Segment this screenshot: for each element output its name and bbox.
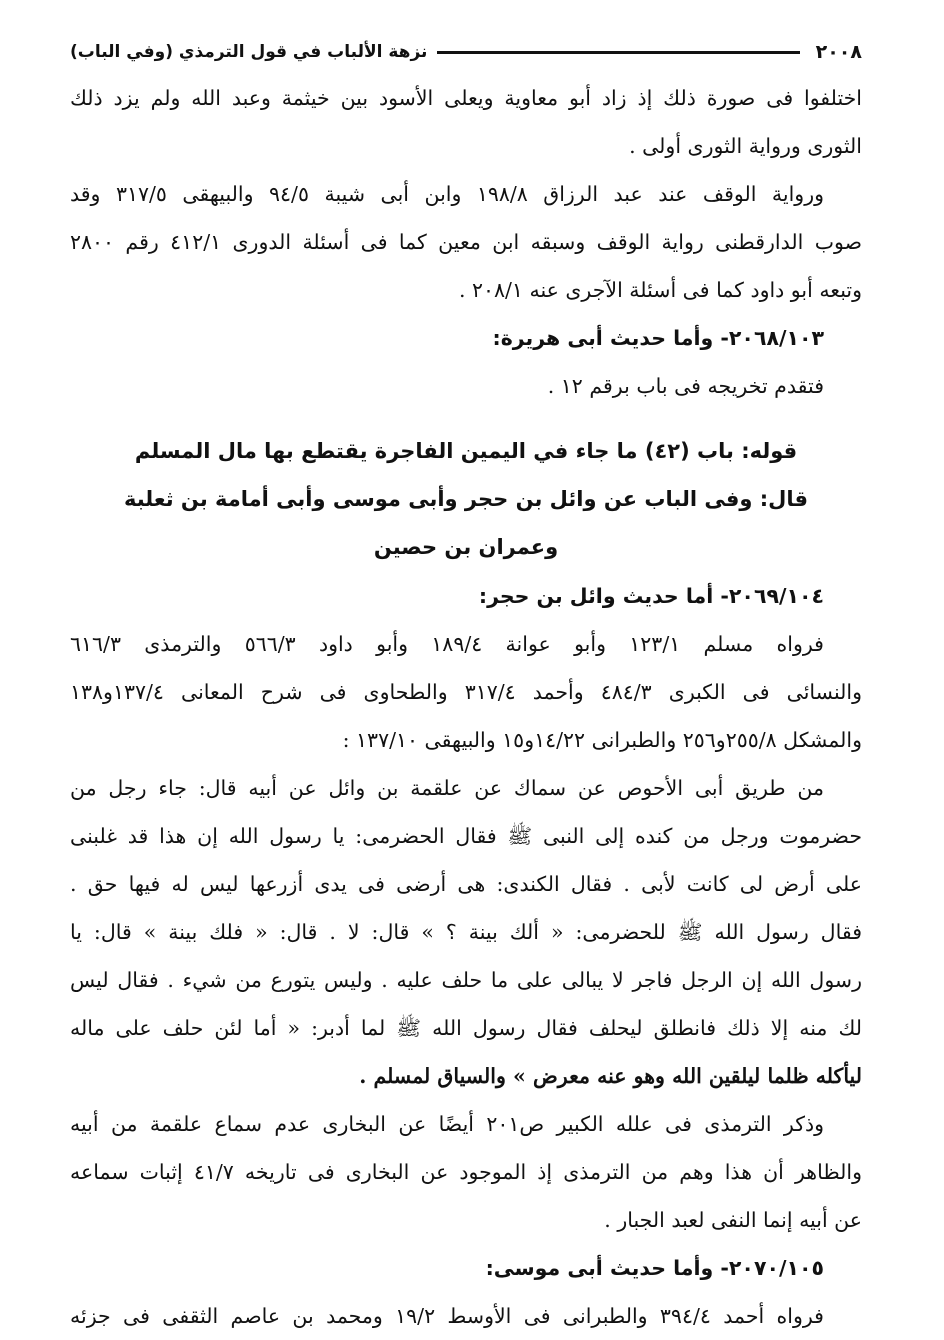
text-line: [70, 122, 862, 170]
line-text: ليأكله ظلما ليلقين الله وهو عنه معرض » والسياق لمسلم .: [359, 1063, 862, 1088]
line-text: من طريق أبى الأحوص عن سماك عن علقمة بن وائل عن أبيه قال: جاء رجل من: [70, 775, 824, 800]
text-line: [70, 620, 862, 668]
spacer: [70, 410, 862, 428]
text-line: [70, 812, 862, 860]
line-text: لك منه إلا ذلك فانطلق ليحلف فقال رسول الله ﷺ لما أدبر: « أما لئن حلف على ماله: [70, 1015, 862, 1040]
text-line: [70, 1100, 862, 1148]
line-text: ورواية الوقف عند عبد الرزاق ١٩٨/٨ وابن أبى شيبة ٩٤/٥ والبيهقى ٣١٧/٥ وقد: [70, 181, 825, 206]
line-text: والمشكل ٢٥٥/٨و٢٥٦ والطبرانى ١٤/٢٢و١٥ والبيهقى ١٣٧/١٠ :: [342, 727, 862, 752]
text-line: [70, 170, 862, 218]
running-title: نزهة الألباب في قول الترمذي (وفي الباب): [70, 42, 428, 62]
heading-text: وعمران بن حصين: [373, 535, 559, 560]
text-line: [70, 1292, 862, 1340]
section-heading: [70, 1244, 862, 1292]
header-rule: [437, 51, 799, 54]
line-text: وذكر الترمذى فى علله الكبير ص٢٠١ أيضًا عن البخارى عدم سماع علقمة من أبيه: [70, 1111, 824, 1136]
text-line: [70, 1196, 862, 1244]
heading-text: قوله: باب (٤٢) ما جاء في اليمين الفاجرة يقتطع بها مال المسلم: [134, 439, 798, 464]
text-line: [70, 74, 862, 122]
page-number: ٢٠٠٨: [815, 41, 862, 63]
text-line: [70, 668, 862, 716]
line-text: اختلفوا فى صورة ذلك إذ زاد أبو معاوية ويعلى الأسود بين خيثمة وعبد الله ولم يزد ذلك: [70, 85, 862, 110]
text-line: [70, 266, 862, 314]
section-heading: [70, 314, 862, 362]
section-heading: [70, 572, 862, 620]
line-text: فتقدم تخريجه فى باب برقم ١٢ .: [547, 373, 824, 398]
text-line: [70, 716, 862, 764]
text-line: [70, 1052, 862, 1100]
page-header: [70, 30, 862, 74]
line-text: صوب الدارقطنى رواية الوقف وسبقه ابن معين كما فى أسئلة الدورى ٤١٢/١ رقم ٢٨٠٠: [70, 229, 862, 254]
heading-text: قال: وفى الباب عن وائل بن حجر وأبى موسى وأبى أمامة بن ثعلبة: [124, 487, 808, 512]
line-text: الثورى ورواية الثورى أولى .: [629, 133, 862, 158]
text-line: [70, 1004, 862, 1052]
line-text: فرواه مسلم ١٢٣/١ وأبو عوانة ١٨٩/٤ وأبو داود ٥٦٦/٣ والترمذى ٦١٦/٣: [70, 631, 824, 656]
text-line: [70, 956, 862, 1004]
text-line: [70, 860, 862, 908]
text-line: [70, 362, 862, 410]
heading-text: ٢٠٦٨/١٠٣- وأما حديث أبى هريرة:: [492, 325, 824, 350]
chapter-title: [70, 524, 862, 572]
line-text: على أرض لى كانت لأبى . فقال الكندى: هى أرضى فى يدى أزرعها ليس له فيها حق .: [70, 871, 862, 896]
line-text: رسول الله إن الرجل فاجر لا يبالى على ما حلف عليه . وليس يتورع من شيء . فقال ليس: [70, 967, 862, 992]
line-text: فرواه أحمد ٣٩٤/٤ والطبرانى فى الأوسط ١٩/٢ ومحمد بن عاصم الثقفى فى جزئه: [70, 1303, 824, 1328]
text-line: [70, 218, 862, 266]
text-line: [70, 764, 862, 812]
line-text: حضرموت ورجل من كنده إلى النبى ﷺ فقال الحضرمى: يا رسول الله إن هذا قد غلبنى: [70, 823, 862, 848]
line-text: وتبعه أبو داود كما فى أسئلة الآجرى عنه ٢٠٨/١ .: [458, 277, 862, 302]
line-text: والنسائى فى الكبرى ٤٨٤/٣ وأحمد ٣١٧/٤ والطحاوى فى شرح المعانى ١٣٧/٤و١٣٨: [70, 679, 862, 704]
line-text: عن أبيه إنما النفى لعبد الجبار .: [604, 1207, 862, 1232]
text-line: [70, 1148, 862, 1196]
chapter-title: [70, 476, 862, 524]
text-line: [70, 908, 862, 956]
line-text: والظاهر أن هذا وهم من الترمذى إذ الموجود عن البخارى فى تاريخه ٤١/٧ إثبات سماعه: [70, 1159, 862, 1184]
chapter-title: [70, 428, 862, 476]
heading-text: ٢٠٧٠/١٠٥- وأما حديث أبى موسى:: [485, 1255, 824, 1280]
heading-text: ٢٠٦٩/١٠٤- أما حديث وائل بن حجر:: [478, 583, 824, 608]
line-text: فقال رسول الله ﷺ للحضرمى: « ألك بينة ؟ » قال: لا . قال: « فلك بينة » قال: يا: [70, 919, 862, 944]
